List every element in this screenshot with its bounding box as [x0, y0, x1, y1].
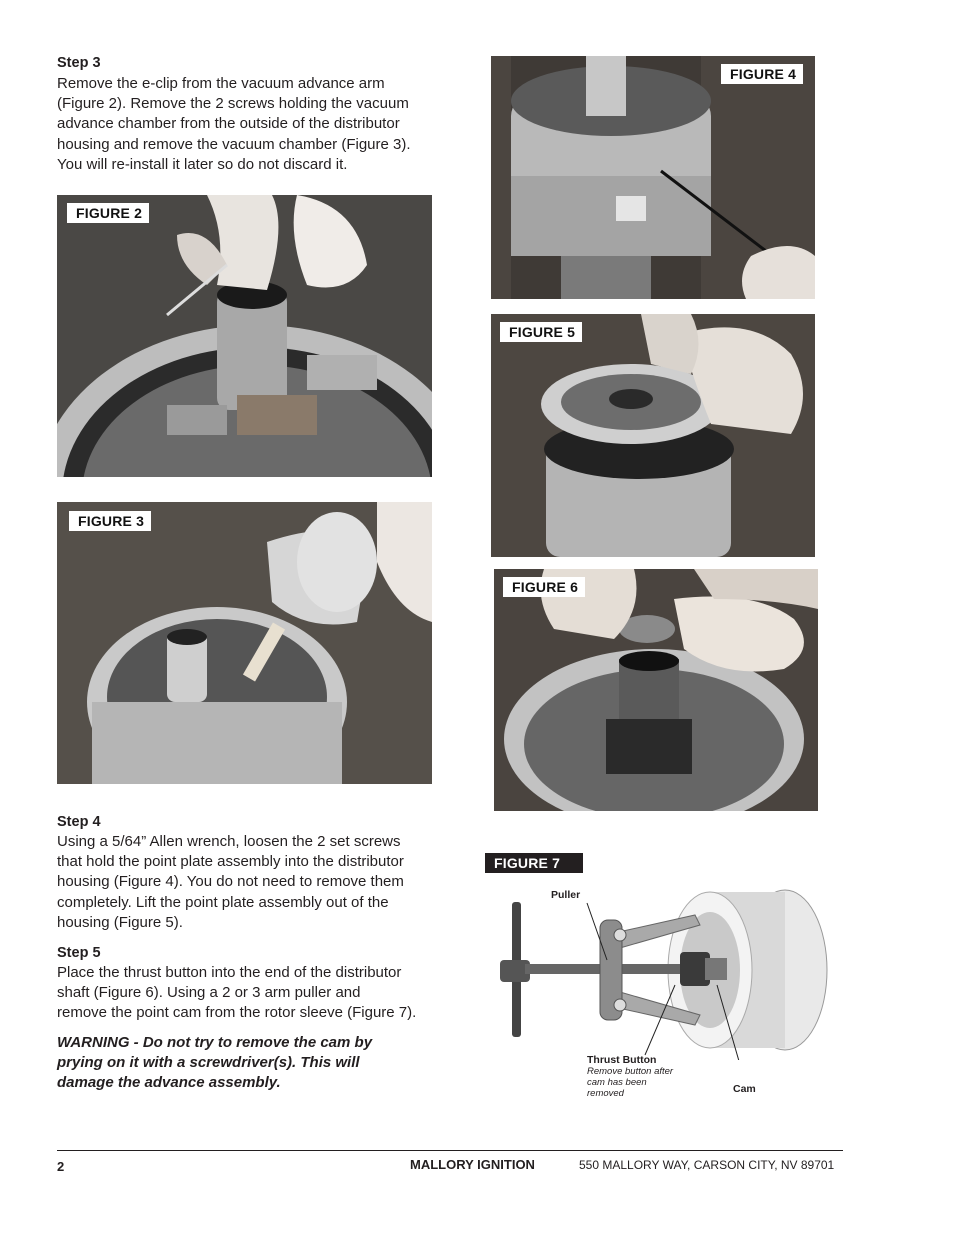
figure-4-photo — [491, 56, 815, 299]
step5-line: shaft (Figure 6). Using a 2 or 3 arm puller and — [57, 984, 361, 1002]
figure-3-illustration — [57, 502, 432, 784]
cam-callout: Cam — [733, 1083, 756, 1095]
step3-line: (Figure 2). Remove the 2 screws holding the vacuum — [57, 95, 409, 113]
step4-line: that hold the point plate assembly into the distributor — [57, 853, 404, 871]
figure-5-label: FIGURE 5 — [500, 322, 582, 342]
step3-line: You will re-install it later so do not discard it. — [57, 155, 348, 173]
step3-line: housing and remove the vacuum chamber (Figure 3). — [57, 135, 411, 153]
step3-title: Step 3 — [57, 55, 101, 71]
thrust-button-callout: Thrust Button — [587, 1054, 657, 1066]
step3-body — [57, 74, 437, 175]
step4-line: housing (Figure 5). — [57, 913, 183, 931]
step4-line: completely. Lift the point plate assembly out of the — [57, 893, 389, 911]
thrust-button-note: Remove button after cam has been removed — [587, 1066, 674, 1099]
step4-line: housing (Figure 4). You do not need to remove them — [57, 873, 404, 891]
footer-divider — [57, 1150, 843, 1151]
footer-address: 550 MALLORY WAY, CARSON CITY, NV 89701 — [579, 1158, 835, 1172]
step4-title: Step 4 — [57, 814, 101, 830]
figure-4-illustration — [491, 56, 815, 299]
figure-2-photo — [57, 195, 432, 477]
figure-6-label: FIGURE 6 — [503, 577, 585, 597]
step5-body — [57, 963, 437, 1024]
step4-line: Using a 5/64” Allen wrench, loosen the 2 set screws — [57, 833, 401, 850]
step3-line: Remove the e-clip from the vacuum advance arm — [57, 75, 385, 92]
page-number: 2 — [57, 1159, 65, 1174]
figure-3-photo — [57, 502, 432, 784]
puller-callout: Puller — [551, 889, 581, 901]
step3-line: advance chamber from the outside of the distributor — [57, 115, 400, 133]
figure-2-illustration — [57, 195, 432, 477]
figure-6-illustration — [494, 569, 818, 811]
figure-5-illustration — [491, 314, 815, 557]
figure-6-photo — [494, 569, 818, 811]
figure-2-label: FIGURE 2 — [67, 203, 149, 223]
step4-body — [57, 832, 437, 933]
step5-title: Step 5 — [57, 945, 101, 961]
figure-7-label: FIGURE 7 — [485, 853, 583, 873]
figure-5-photo — [491, 314, 815, 557]
figure-4-label: FIGURE 4 — [721, 64, 803, 84]
figure-3-label: FIGURE 3 — [69, 511, 151, 531]
step5-line: remove the point cam from the rotor sleeve (Figure 7). — [57, 1004, 417, 1022]
step5-line: Place the thrust button into the end of the distributor — [57, 964, 402, 981]
figure-7-illustration — [495, 880, 835, 1060]
warning-text: WARNING - Do not try to remove the cam by prying on it with a screwdriver(s). This will damage the advance assembly. — [57, 1034, 373, 1091]
footer-brand: MALLORY IGNITION — [410, 1157, 535, 1172]
